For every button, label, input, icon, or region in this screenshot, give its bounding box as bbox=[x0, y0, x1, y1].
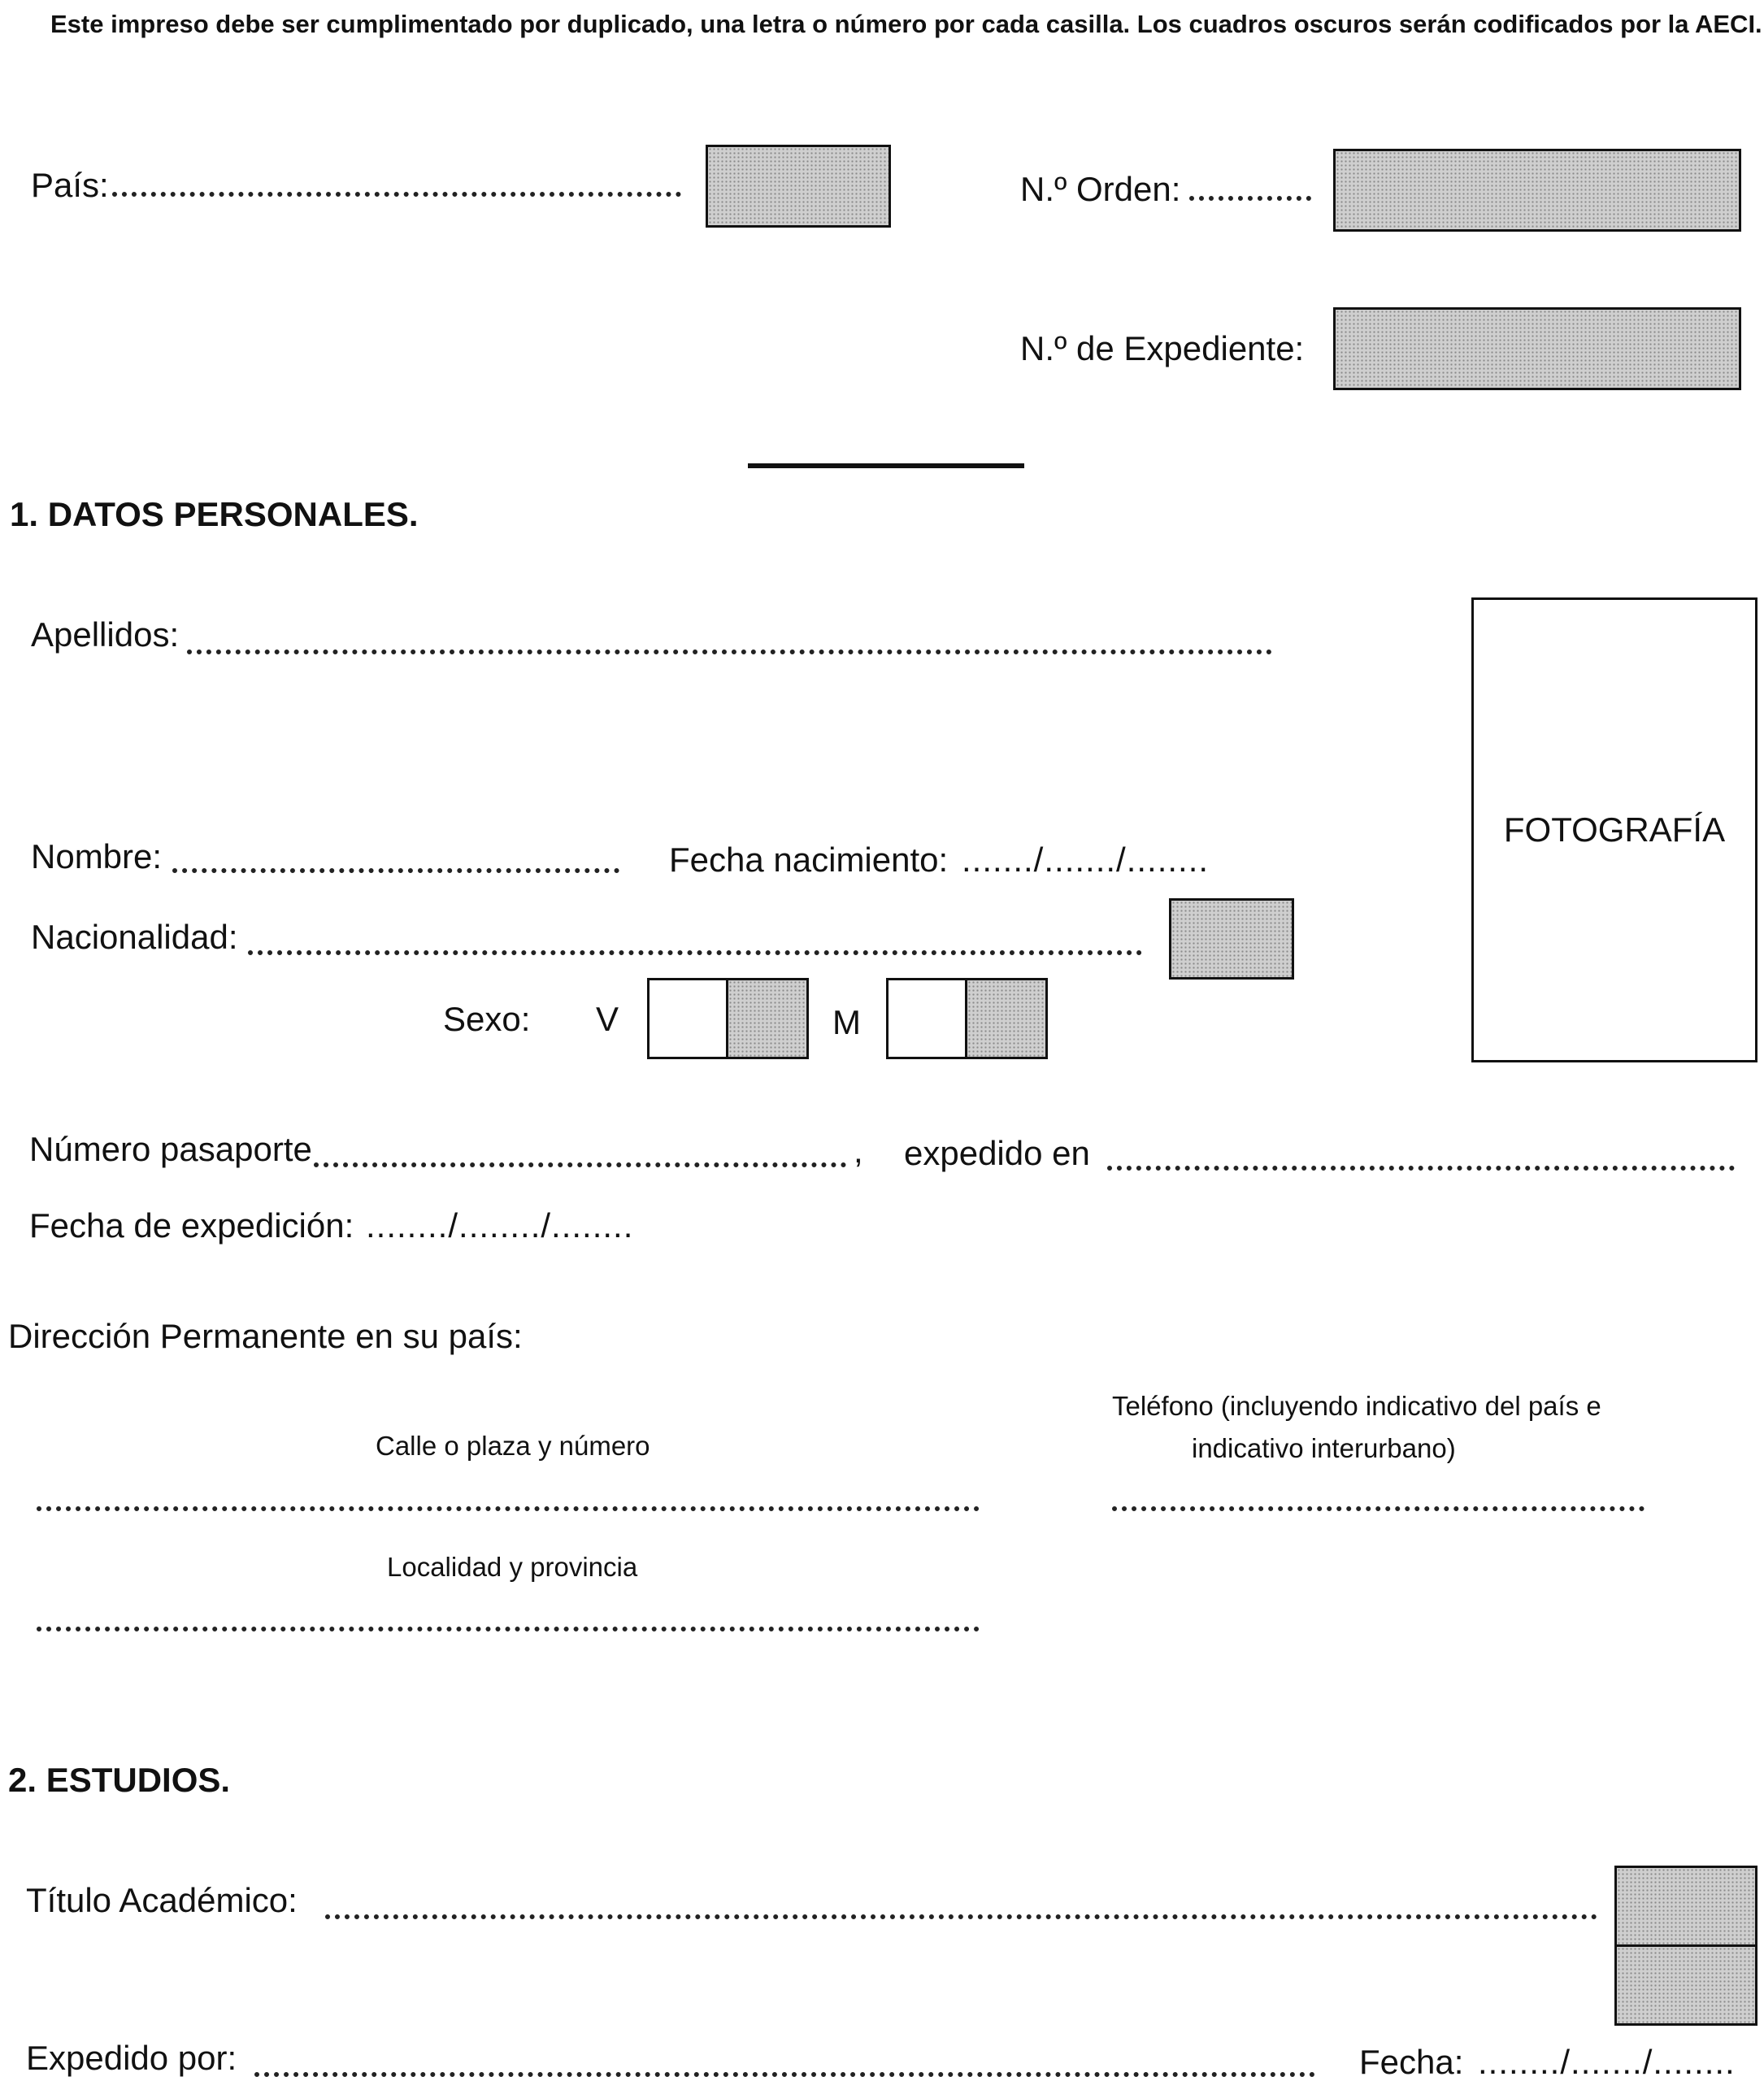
fecha-label: Fecha: bbox=[1359, 2043, 1464, 2081]
instructions-text: Este impreso debe ser cumplimentado por duplicado, una letra o número por cada casilla. Los cuadros oscuros serán codificados por la AECI. bbox=[50, 10, 1762, 38]
sexo-v-checkbox[interactable] bbox=[647, 978, 728, 1059]
pasaporte-comma: , bbox=[854, 1132, 863, 1170]
nombre-label: Nombre: bbox=[31, 837, 163, 875]
sexo-v-code-box bbox=[726, 978, 809, 1059]
expedido-por-label: Expedido por: bbox=[26, 2039, 237, 2077]
telefono-label-line1: Teléfono (incluyendo indicativo del país e bbox=[1112, 1391, 1601, 1421]
section1-title: 1. DATOS PERSONALES. bbox=[10, 495, 419, 533]
photo-label: FOTOGRAFÍA bbox=[1503, 810, 1726, 849]
orden-label: N.º Orden: bbox=[1020, 170, 1181, 208]
fecha-nacimiento-field[interactable]: ......./......./........ bbox=[962, 841, 1210, 879]
nacionalidad-label: Nacionalidad: bbox=[31, 918, 238, 956]
titulo-code-box-bottom bbox=[1614, 1944, 1757, 2026]
nacionalidad-field[interactable] bbox=[248, 950, 1142, 955]
expedido-por-field[interactable] bbox=[254, 2072, 1315, 2077]
photo-box bbox=[1471, 597, 1757, 1062]
telefono-label-line2: indicativo interurbano) bbox=[1192, 1433, 1456, 1463]
titulo-field[interactable] bbox=[325, 1914, 1597, 1919]
sexo-m-code-box bbox=[965, 978, 1048, 1059]
nombre-field[interactable] bbox=[172, 868, 619, 873]
fecha-expedicion-field[interactable]: ......../......../........ bbox=[366, 1206, 634, 1245]
expedido-en-field[interactable] bbox=[1107, 1166, 1735, 1171]
pais-field[interactable] bbox=[112, 192, 681, 197]
nacionalidad-code-box bbox=[1169, 898, 1294, 980]
orden-code-box bbox=[1333, 149, 1741, 232]
apellidos-field[interactable] bbox=[187, 649, 1272, 654]
localidad-label: Localidad y provincia bbox=[387, 1552, 638, 1582]
localidad-field[interactable] bbox=[37, 1627, 980, 1631]
sexo-m-checkbox[interactable] bbox=[886, 978, 967, 1059]
fecha-nacimiento-label: Fecha nacimiento: bbox=[669, 841, 949, 879]
direccion-label: Dirección Permanente en su país: bbox=[8, 1317, 523, 1355]
sexo-m-label: M bbox=[832, 1003, 861, 1041]
telefono-field[interactable] bbox=[1112, 1506, 1645, 1511]
fecha-field[interactable]: ......../......./........ bbox=[1478, 2043, 1736, 2081]
expediente-code-box bbox=[1333, 307, 1741, 390]
fecha-expedicion-label: Fecha de expedición: bbox=[29, 1206, 354, 1245]
calle-label: Calle o plaza y número bbox=[376, 1431, 650, 1461]
expediente-label: N.º de Expediente: bbox=[1020, 329, 1305, 367]
header-divider bbox=[748, 463, 1024, 468]
titulo-code-box-top bbox=[1614, 1866, 1757, 1947]
pais-code-box bbox=[706, 145, 891, 228]
pais-label: País: bbox=[31, 166, 109, 204]
pasaporte-label: Número pasaporte bbox=[29, 1130, 312, 1168]
titulo-label: Título Académico: bbox=[26, 1881, 298, 1919]
expedido-en-label: expedido en bbox=[904, 1134, 1090, 1172]
calle-field[interactable] bbox=[37, 1506, 980, 1511]
sexo-label: Sexo: bbox=[443, 1000, 531, 1038]
apellidos-label: Apellidos: bbox=[31, 615, 180, 654]
orden-field[interactable] bbox=[1189, 196, 1311, 201]
section2-title: 2. ESTUDIOS. bbox=[8, 1761, 231, 1799]
sexo-v-label: V bbox=[596, 1000, 619, 1038]
pasaporte-field[interactable] bbox=[314, 1162, 846, 1167]
